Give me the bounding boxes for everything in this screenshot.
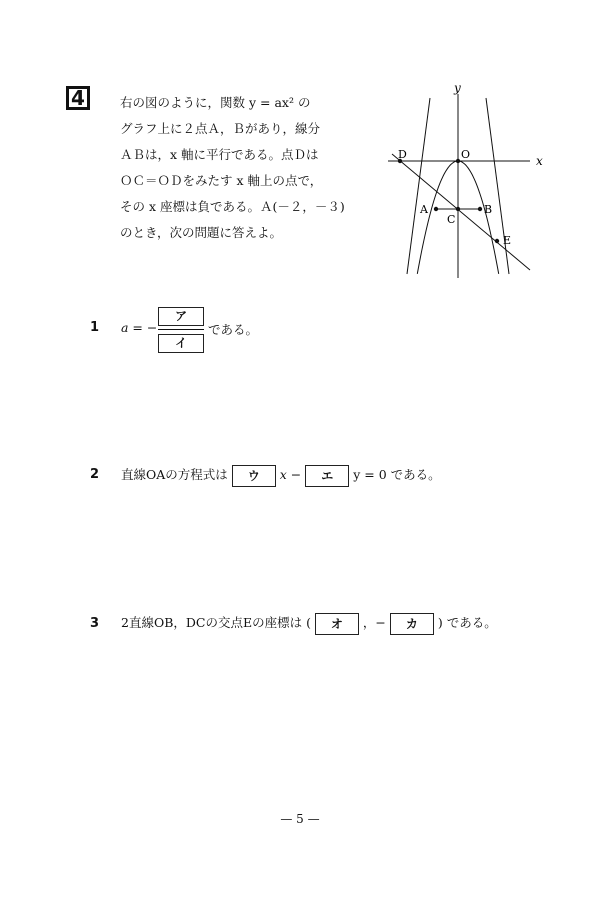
- point-a: [434, 207, 438, 211]
- x-axis-label: x: [536, 154, 543, 168]
- q3-line: [121, 610, 497, 636]
- point-b: [478, 207, 482, 211]
- q2-line: [121, 462, 441, 488]
- intro-line-1: 右の図のように，関数 y = ax² の: [120, 95, 311, 110]
- q2-number: 2: [90, 467, 100, 482]
- point-o: [456, 159, 460, 163]
- intro-line-2: グラフ上に２点Ａ，Ｂがあり，線分: [120, 121, 321, 136]
- intro-line-3: ＡＢは，x 軸に平行である。点Ｄは: [120, 147, 319, 162]
- page-number: — 5 —: [280, 812, 320, 826]
- label-d: D: [398, 148, 407, 161]
- answer-box-i[interactable]: イ: [158, 334, 204, 353]
- answer-box-a[interactable]: ア: [158, 307, 204, 326]
- q1-lhs: a = −: [121, 320, 158, 335]
- parabola-figure: [380, 78, 560, 283]
- point-e: [495, 239, 499, 243]
- intro-line-6: のとき，次の問題に答えよ。: [120, 225, 283, 240]
- q3-pre: 2直線OB，DCの交点Eの座標は (: [121, 615, 311, 630]
- answer-box-u[interactable]: ウ: [232, 465, 276, 487]
- q2-tail: y = 0 である。: [353, 467, 441, 482]
- intro-line-4: ＯＣ＝ＯＤをみたす x 軸上の点で，: [120, 173, 323, 188]
- y-axis-label: y: [454, 81, 461, 95]
- label-c: C: [447, 213, 456, 226]
- answer-box-ka[interactable]: カ: [390, 613, 434, 635]
- line-dc: [392, 154, 530, 270]
- answer-box-o[interactable]: オ: [315, 613, 359, 635]
- q2-pre: 直線OAの方程式は: [121, 467, 228, 482]
- label-b: B: [484, 203, 493, 216]
- problem-number: 4: [66, 86, 90, 110]
- q2-mid: x −: [279, 467, 302, 482]
- q3-number: 3: [90, 616, 100, 631]
- intro-line-5: その x 座標は負である。Ａ(－２，－３): [120, 199, 345, 214]
- label-e: E: [503, 234, 512, 247]
- q1-number: 1: [90, 320, 100, 335]
- problem-intro: [120, 90, 390, 246]
- line-oa: [407, 98, 430, 274]
- q3-tail: ) である。: [437, 615, 497, 630]
- point-c: [456, 207, 460, 211]
- q1-fraction: [158, 306, 204, 353]
- q1-tail: である。: [208, 322, 259, 337]
- label-o: O: [461, 148, 471, 161]
- line-ob: [486, 98, 512, 274]
- q3-mid: ，−: [362, 615, 386, 630]
- fraction-bar: [158, 329, 204, 330]
- answer-box-e[interactable]: エ: [305, 465, 349, 487]
- label-a: A: [420, 203, 428, 216]
